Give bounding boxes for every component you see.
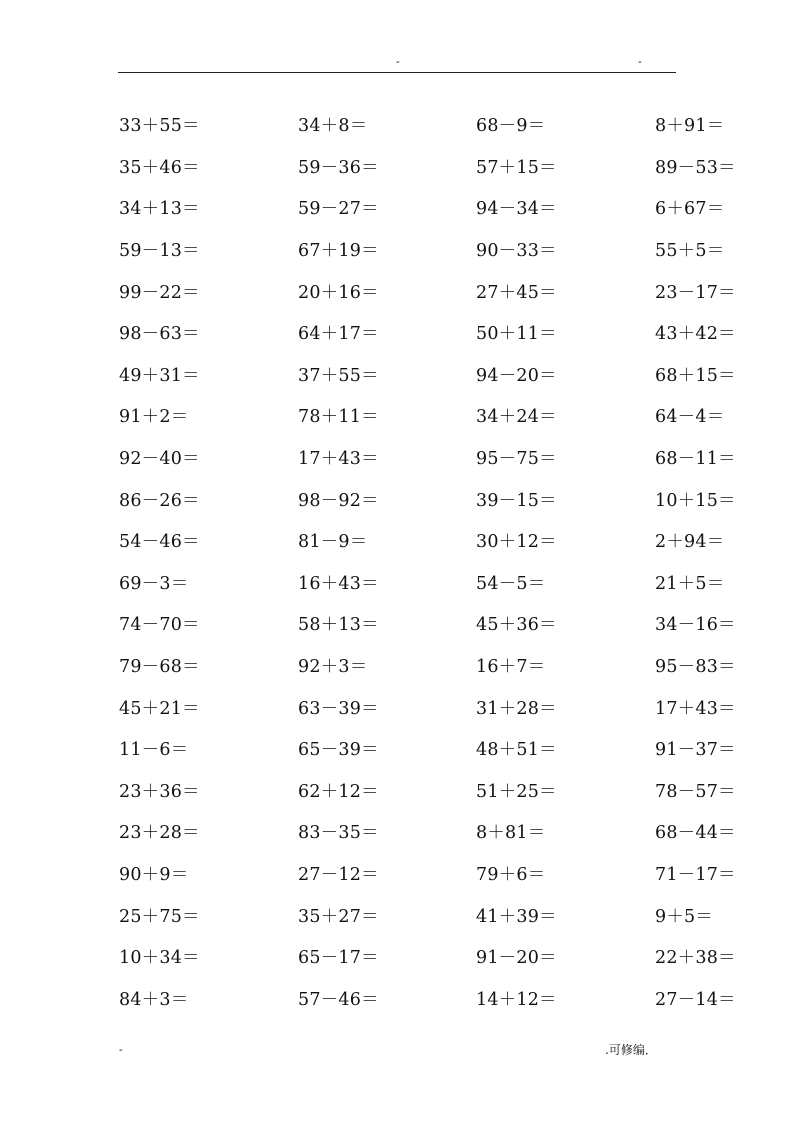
arithmetic-problem: 17＋43＝	[655, 698, 736, 719]
arithmetic-problem: 55＋5＝	[655, 241, 725, 262]
arithmetic-problem: 8＋91＝	[655, 116, 725, 137]
arithmetic-problem: 91－37＝	[655, 740, 736, 761]
arithmetic-problem: 62＋12＝	[298, 781, 379, 802]
arithmetic-problem: 98－92＝	[298, 490, 379, 511]
arithmetic-problem: 16＋7＝	[476, 657, 546, 678]
arithmetic-problem: 54－5＝	[476, 573, 546, 594]
arithmetic-problem: 95－75＝	[476, 449, 557, 470]
arithmetic-problem: 67＋19＝	[298, 241, 379, 262]
arithmetic-problem: 59－36＝	[298, 157, 379, 178]
arithmetic-problem: 22＋38＝	[655, 948, 736, 969]
arithmetic-problem: 21＋5＝	[655, 573, 725, 594]
arithmetic-problem: 83－35＝	[298, 823, 379, 844]
arithmetic-problem: 92－40＝	[119, 449, 200, 470]
arithmetic-problem: 30＋12＝	[476, 532, 557, 553]
arithmetic-problem: 23＋28＝	[119, 823, 200, 844]
arithmetic-problem: 37＋55＝	[298, 365, 379, 386]
arithmetic-problem: 45＋21＝	[119, 698, 200, 719]
problem-row	[119, 977, 739, 1019]
problem-row	[119, 437, 739, 479]
arithmetic-problem: 78＋11＝	[298, 407, 379, 428]
problem-row	[119, 562, 739, 604]
arithmetic-problem: 35＋27＝	[298, 906, 379, 927]
problem-row	[119, 603, 739, 645]
problem-row	[119, 520, 739, 562]
arithmetic-problem: 48＋51＝	[476, 740, 557, 761]
arithmetic-problem: 49＋31＝	[119, 365, 200, 386]
problem-grid	[119, 104, 739, 1019]
arithmetic-problem: 14＋12＝	[476, 989, 557, 1010]
arithmetic-problem: 34＋8＝	[298, 116, 368, 137]
arithmetic-problem: 90＋9＝	[119, 864, 189, 885]
arithmetic-problem: 95－83＝	[655, 657, 736, 678]
arithmetic-problem: 27＋45＝	[476, 282, 557, 303]
arithmetic-problem: 27－14＝	[655, 989, 736, 1010]
arithmetic-problem: 31＋28＝	[476, 698, 557, 719]
arithmetic-problem: 57＋15＝	[476, 157, 557, 178]
arithmetic-problem: 17＋43＝	[298, 449, 379, 470]
arithmetic-problem: 10＋15＝	[655, 490, 736, 511]
arithmetic-problem: 45＋36＝	[476, 615, 557, 636]
arithmetic-problem: 16＋43＝	[298, 573, 379, 594]
arithmetic-problem: 86－26＝	[119, 490, 200, 511]
problem-row	[119, 728, 739, 770]
problem-row	[119, 686, 739, 728]
arithmetic-problem: 78－57＝	[655, 781, 736, 802]
problem-row	[119, 270, 739, 312]
header-mark-right: -	[638, 55, 642, 68]
problem-row	[119, 146, 739, 188]
arithmetic-problem: 8＋81＝	[476, 823, 546, 844]
arithmetic-problem: 91＋2＝	[119, 407, 189, 428]
arithmetic-problem: 10＋34＝	[119, 948, 200, 969]
arithmetic-problem: 34＋13＝	[119, 199, 200, 220]
arithmetic-problem: 57－46＝	[298, 989, 379, 1010]
problem-row	[119, 853, 739, 895]
arithmetic-problem: 43＋42＝	[655, 324, 736, 345]
arithmetic-problem: 9＋5＝	[655, 906, 714, 927]
problem-row	[119, 936, 739, 978]
arithmetic-problem: 68－44＝	[655, 823, 736, 844]
arithmetic-problem: 59－27＝	[298, 199, 379, 220]
arithmetic-problem: 68－9＝	[476, 116, 546, 137]
arithmetic-problem: 69－3＝	[119, 573, 189, 594]
arithmetic-problem: 74－70＝	[119, 615, 200, 636]
arithmetic-problem: 91－20＝	[476, 948, 557, 969]
arithmetic-problem: 89－53＝	[655, 157, 736, 178]
arithmetic-problem: 41＋39＝	[476, 906, 557, 927]
arithmetic-problem: 6＋67＝	[655, 199, 725, 220]
problem-row	[119, 770, 739, 812]
arithmetic-problem: 33＋55＝	[119, 116, 200, 137]
arithmetic-problem: 23－17＝	[655, 282, 736, 303]
arithmetic-problem: 27－12＝	[298, 864, 379, 885]
arithmetic-problem: 51＋25＝	[476, 781, 557, 802]
arithmetic-problem: 68－11＝	[655, 449, 736, 470]
problem-row	[119, 811, 739, 853]
problem-row	[119, 395, 739, 437]
arithmetic-problem: 99－22＝	[119, 282, 200, 303]
arithmetic-problem: 25＋75＝	[119, 906, 200, 927]
arithmetic-problem: 59－13＝	[119, 241, 200, 262]
arithmetic-problem: 23＋36＝	[119, 781, 200, 802]
arithmetic-problem: 50＋11＝	[476, 324, 557, 345]
header-mark-center: -	[396, 55, 400, 68]
arithmetic-problem: 68＋15＝	[655, 365, 736, 386]
arithmetic-problem: 11－6＝	[119, 740, 189, 761]
arithmetic-problem: 94－34＝	[476, 199, 557, 220]
arithmetic-problem: 34＋24＝	[476, 407, 557, 428]
problem-row	[119, 894, 739, 936]
arithmetic-problem: 65－39＝	[298, 740, 379, 761]
arithmetic-problem: 2＋94＝	[655, 532, 725, 553]
problem-row	[119, 312, 739, 354]
header-rule	[118, 72, 676, 73]
problem-row	[119, 645, 739, 687]
arithmetic-problem: 92＋3＝	[298, 657, 368, 678]
problem-row	[119, 354, 739, 396]
footer-editable-note: .可修编．	[605, 1043, 657, 1057]
arithmetic-problem: 54－46＝	[119, 532, 200, 553]
arithmetic-problem: 63－39＝	[298, 698, 379, 719]
arithmetic-problem: 94－20＝	[476, 365, 557, 386]
problem-row	[119, 187, 739, 229]
arithmetic-problem: 35＋46＝	[119, 157, 200, 178]
arithmetic-problem: 39－15＝	[476, 490, 557, 511]
arithmetic-problem: 64＋17＝	[298, 324, 379, 345]
arithmetic-problem: 34－16＝	[655, 615, 736, 636]
arithmetic-problem: 58＋13＝	[298, 615, 379, 636]
arithmetic-problem: 90－33＝	[476, 241, 557, 262]
arithmetic-problem: 81－9＝	[298, 532, 368, 553]
problem-row	[119, 478, 739, 520]
arithmetic-problem: 64－4＝	[655, 407, 725, 428]
arithmetic-problem: 71－17＝	[655, 864, 736, 885]
arithmetic-problem: 65－17＝	[298, 948, 379, 969]
arithmetic-problem: 79＋6＝	[476, 864, 546, 885]
arithmetic-problem: 84＋3＝	[119, 989, 189, 1010]
footer-mark-left: -	[119, 1043, 123, 1056]
problem-row	[119, 104, 739, 146]
arithmetic-problem: 79－68＝	[119, 657, 200, 678]
arithmetic-problem: 20＋16＝	[298, 282, 379, 303]
arithmetic-problem: 98－63＝	[119, 324, 200, 345]
problem-row	[119, 229, 739, 271]
